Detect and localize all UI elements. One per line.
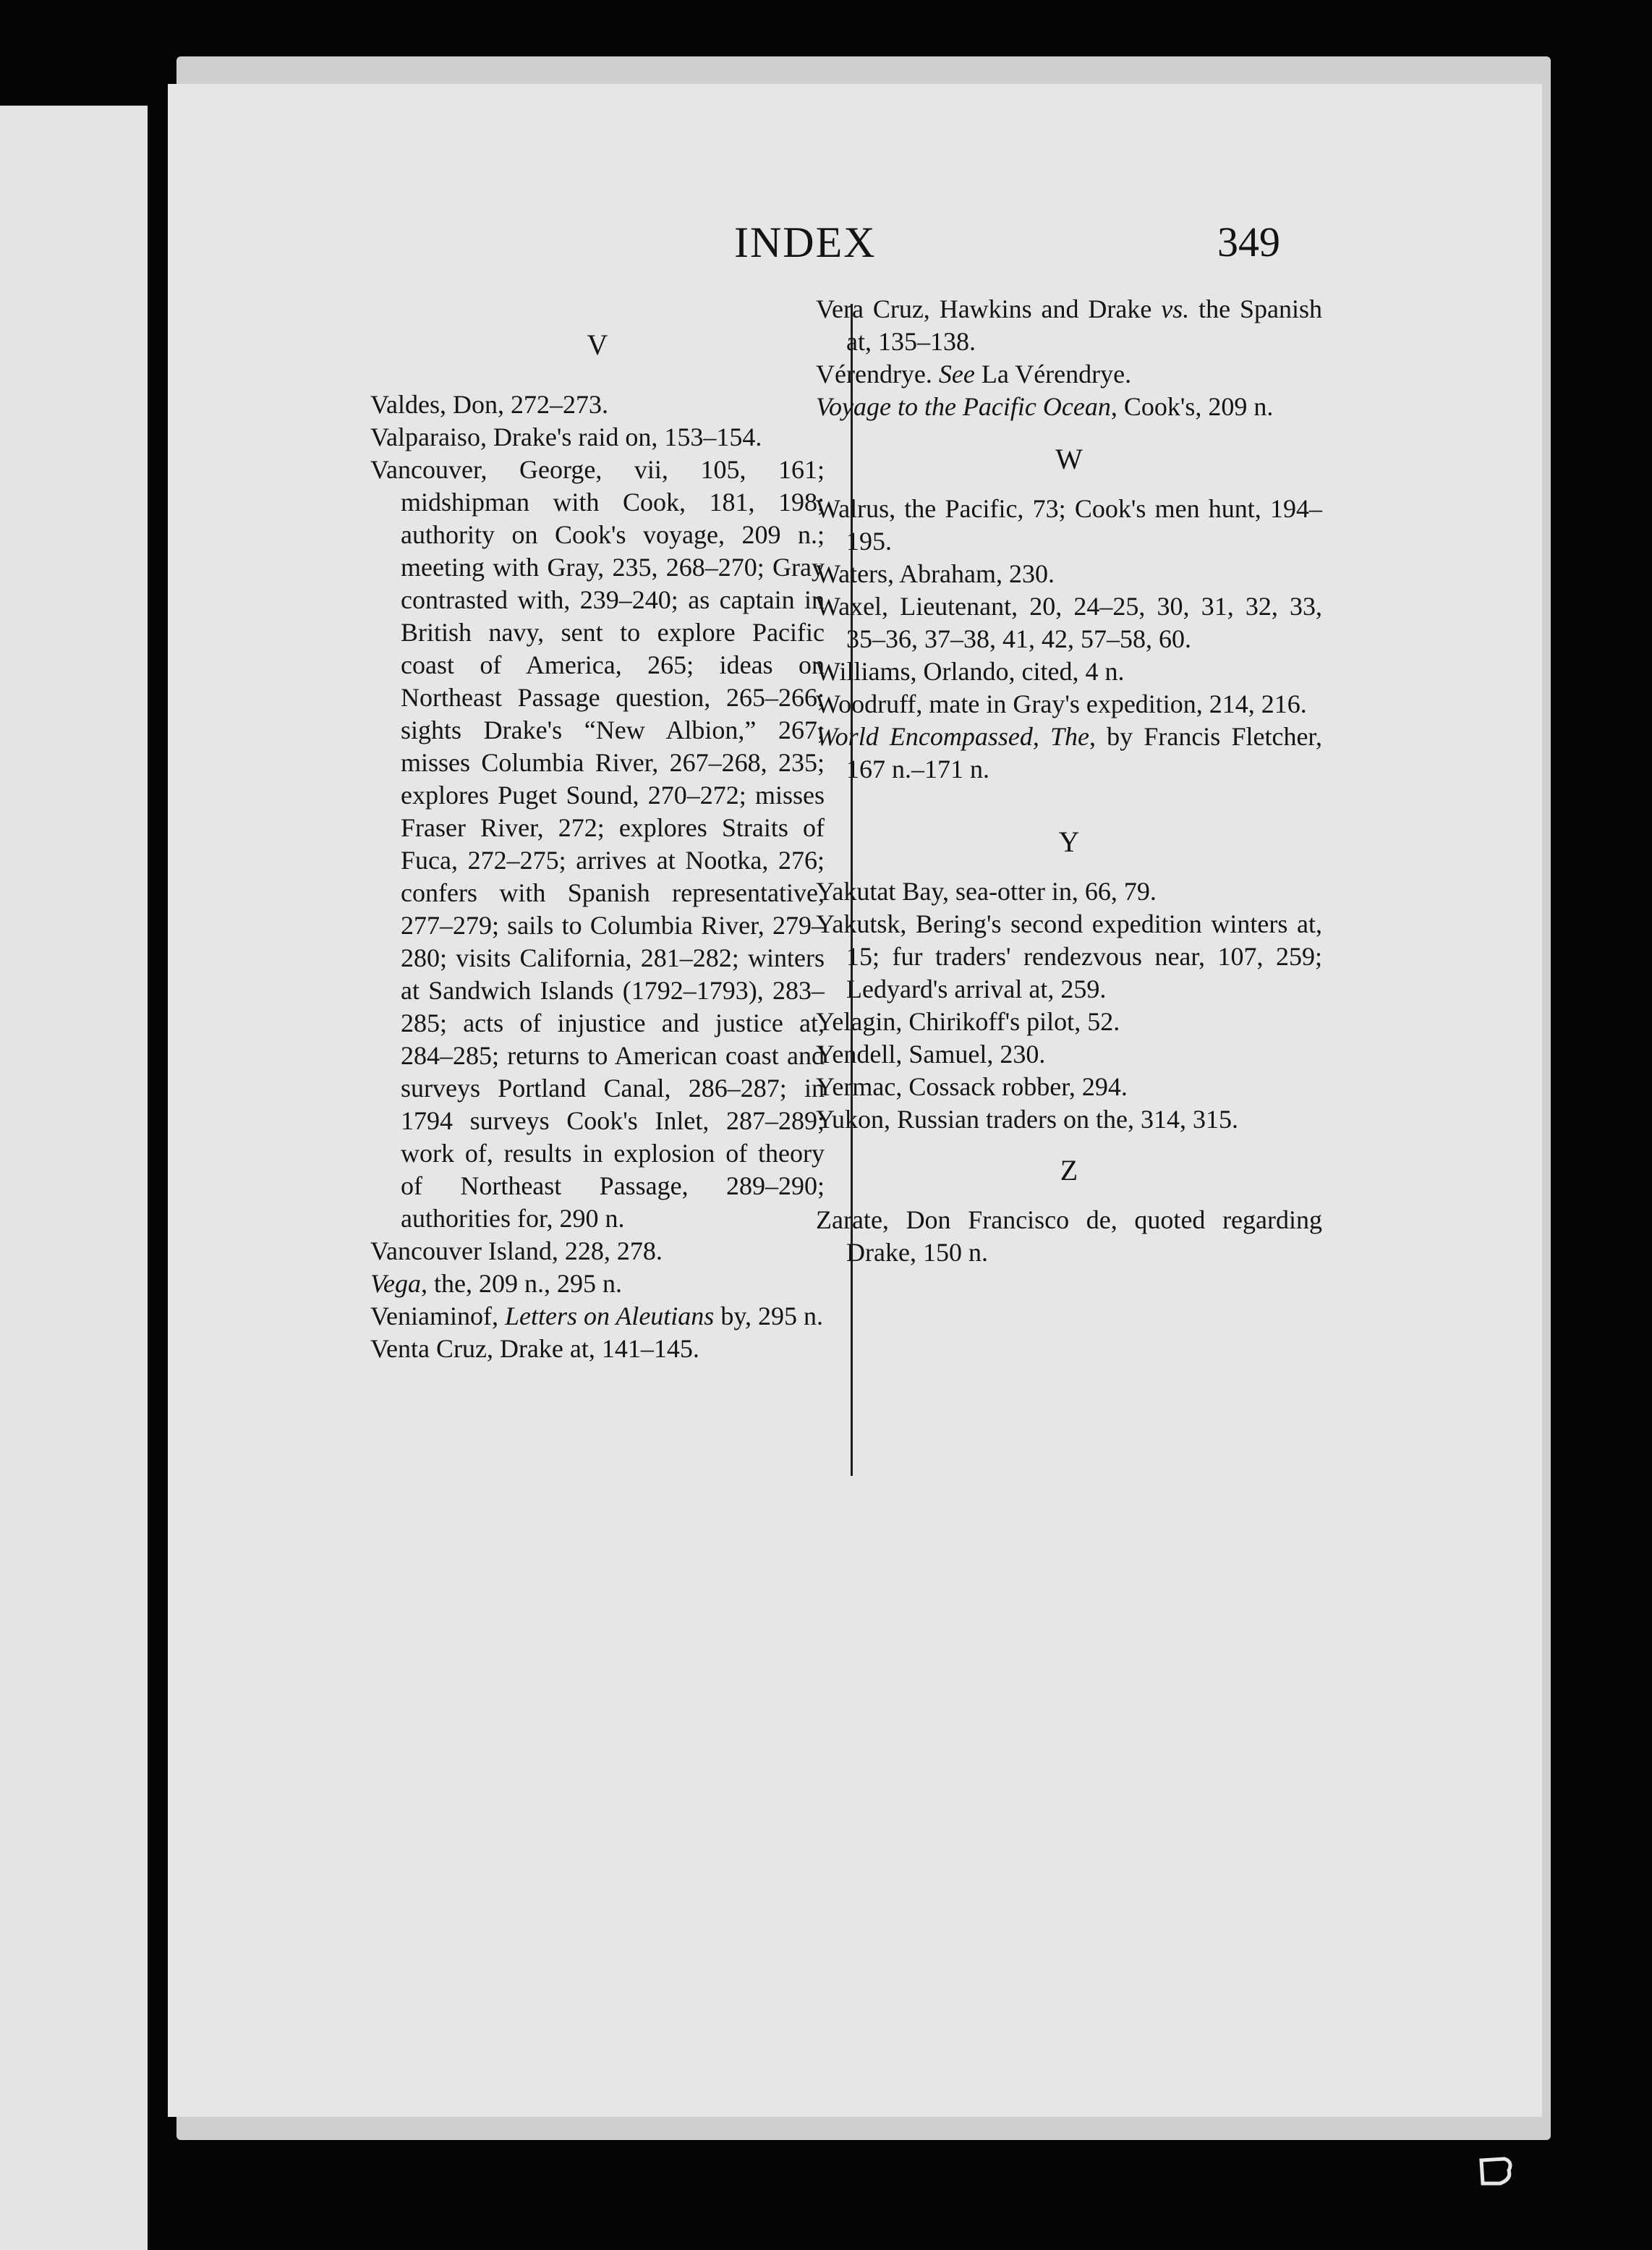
index-entry: Yakutsk, Bering's second expedition winters at, 15; fur traders' rendezvous near, 107, 259; Ledyard's arrival at, 259. <box>816 909 1322 1003</box>
index-entry: Walrus, the Pacific, 73; Cook's men hunt, 194–195. <box>816 494 1322 556</box>
entry-italic: Voyage to the Pacific Ocean <box>816 392 1111 421</box>
section-letter-w: W <box>1055 443 1083 475</box>
index-entry: Yendell, Samuel, 230. <box>816 1040 1046 1069</box>
index-entry: Vancouver, George, vii, 105, 161; midshipman with Cook, 181, 198; authority on Cook's voyage, 209 n.; meeting with Gray, 235, 268–270; Gray contrasted with, 239–240; as captain in British navy, sent to explore Pacific coast of America, 265; ideas on Northeast Passage question, 265–266; sights Drake's “New Albion,” 267; misses Columbia River, 267–268, 235; explores Puget Sound, 270–272; misses Fraser River, 272; explores Straits of Fuca, 272–275; arrives at Nootka, 276; confers with Spanish representative, 277–279; sails to Columbia River, 279–280; visits California, 281–282; winters at Sandwich Islands (1792–1793), 283–285; acts of injustice and justice at, 284–285; returns to American coast and surveys Portland Canal, 286–287; in 1794 surveys Cook's Inlet, 287–289; work of, results in explosion of theory of Northeast Passage, 289–290; authorities for, 290 n. <box>370 455 825 1233</box>
index-right-column <box>816 293 1322 1269</box>
entry-text: , Cook's, 209 n. <box>1110 392 1274 421</box>
entry-text: , by Francis Fletcher, 167 n.–171 n. <box>846 722 1322 784</box>
entry-italic: Letters on Aleutians <box>504 1302 715 1330</box>
entry-italic: World Encompassed, The <box>816 722 1089 751</box>
entry-text: by, 295 n. <box>714 1302 823 1330</box>
index-entry: Waters, Abraham, 230. <box>816 559 1055 588</box>
index-entry: Yermac, Cossack robber, 294. <box>816 1072 1128 1101</box>
index-entry: Venta Cruz, Drake at, 141–145. <box>370 1334 699 1363</box>
page-number: 349 <box>1217 218 1280 266</box>
index-entry: Waxel, Lieutenant, 20, 24–25, 30, 31, 32, 33, 35–36, 37–38, 41, 42, 57–58, 60. <box>816 592 1322 653</box>
index-entry <box>816 721 1322 786</box>
entry-text: Vera Cruz, Hawkins and Drake <box>816 294 1162 323</box>
index-entry <box>370 1268 825 1300</box>
section-letter-z: Z <box>1060 1154 1078 1186</box>
index-entry: Woodruff, mate in Gray's expedition, 214, 216. <box>816 689 1307 718</box>
index-entry: Yelagin, Chirikoff's pilot, 52. <box>816 1007 1120 1036</box>
index-entry <box>816 358 1322 391</box>
entry-italic: vs. <box>1161 294 1190 323</box>
index-entry: Yukon, Russian traders on the, 314, 315. <box>816 1105 1238 1134</box>
index-entry <box>816 293 1322 358</box>
index-entry: Williams, Orlando, cited, 4 n. <box>816 657 1125 686</box>
index-entry <box>370 1300 825 1333</box>
index-entry: Yakutat Bay, sea-otter in, 66, 79. <box>816 877 1157 906</box>
facing-page-edge <box>0 106 148 2250</box>
entry-text: , the, 209 n., 295 n. <box>420 1269 622 1298</box>
entry-italic: See <box>938 360 975 389</box>
index-entry: Valparaiso, Drake's raid on, 153–154. <box>370 423 762 451</box>
scan-reel-mark-icon <box>1476 2155 1516 2188</box>
index-entry: Valdes, Don, 272–273. <box>370 390 608 419</box>
index-entry <box>816 391 1322 423</box>
index-left-column <box>370 329 825 1365</box>
entry-italic: Vega <box>370 1269 421 1298</box>
entry-text: Vérendrye. <box>816 360 939 389</box>
entry-text: La Vérendrye. <box>974 360 1132 389</box>
entry-text: the Spanish at, 135–138. <box>846 294 1323 356</box>
section-letter-y: Y <box>1058 825 1080 858</box>
entry-text: Veniaminof, <box>370 1302 505 1330</box>
index-entry: Vancouver Island, 228, 278. <box>370 1236 663 1265</box>
page-title: INDEX <box>734 218 877 266</box>
section-letter-v: V <box>587 328 608 361</box>
index-entry: Zarate, Don Francisco de, quoted regarding Drake, 150 n. <box>816 1205 1322 1267</box>
